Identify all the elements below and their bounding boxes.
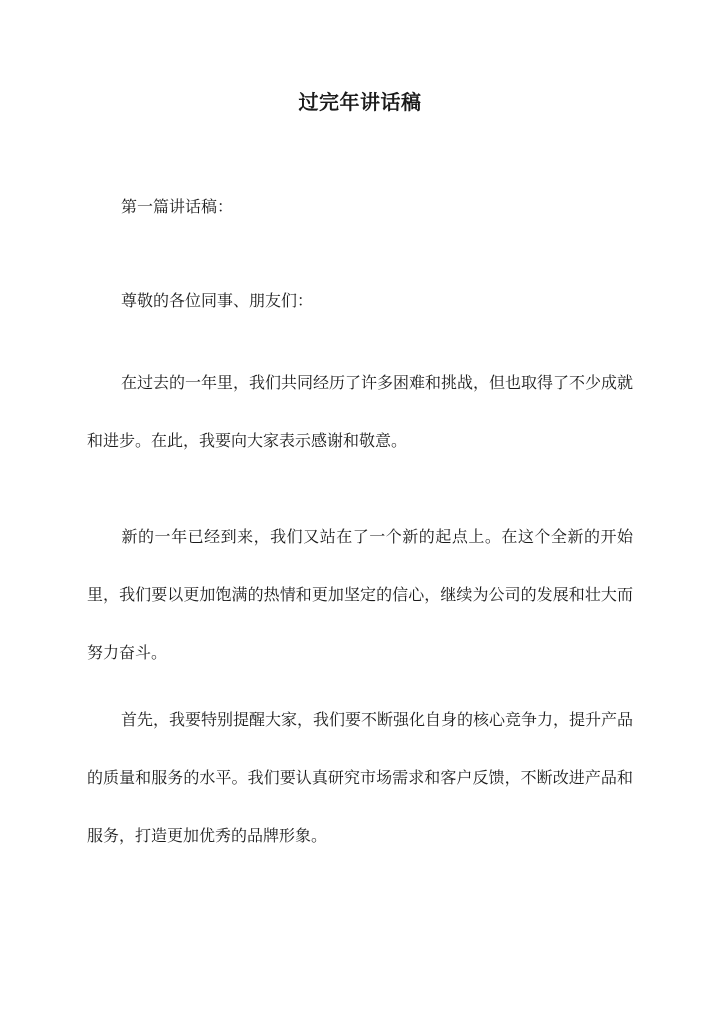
salutation-paragraph <box>87 272 633 330</box>
section-heading-text: 第一篇讲话稿： <box>121 197 234 216</box>
document-title: 过完年讲话稿 <box>298 90 422 114</box>
body-paragraph-1 <box>87 354 633 470</box>
body-paragraph-3-text: 首先，我要特别提醒大家，我们要不断强化自身的核心竞争力，提升产品的质量和服务的水平。我们要认真研究市场需求和客户反馈，不断改进产品和服务，打造更加优秀的品牌形象。 <box>87 710 634 845</box>
body-paragraph-2-text: 新的一年已经到来，我们又站在了一个新的起点上。在这个全新的开始里，我们要以更加饱满的热情和更加坚定的信心，继续为公司的发展和壮大而努力奋斗。 <box>87 527 633 662</box>
body-paragraph-1-text: 在过去的一年里，我们共同经历了许多困难和挑战，但也取得了不少成就和进步。在此，我要向大家表示感谢和敬意。 <box>87 373 634 450</box>
section-heading <box>87 178 633 236</box>
salutation-text: 尊敬的各位同事、朋友们： <box>121 291 314 310</box>
body-paragraph-3 <box>87 691 633 865</box>
body-paragraph-2 <box>87 508 633 682</box>
